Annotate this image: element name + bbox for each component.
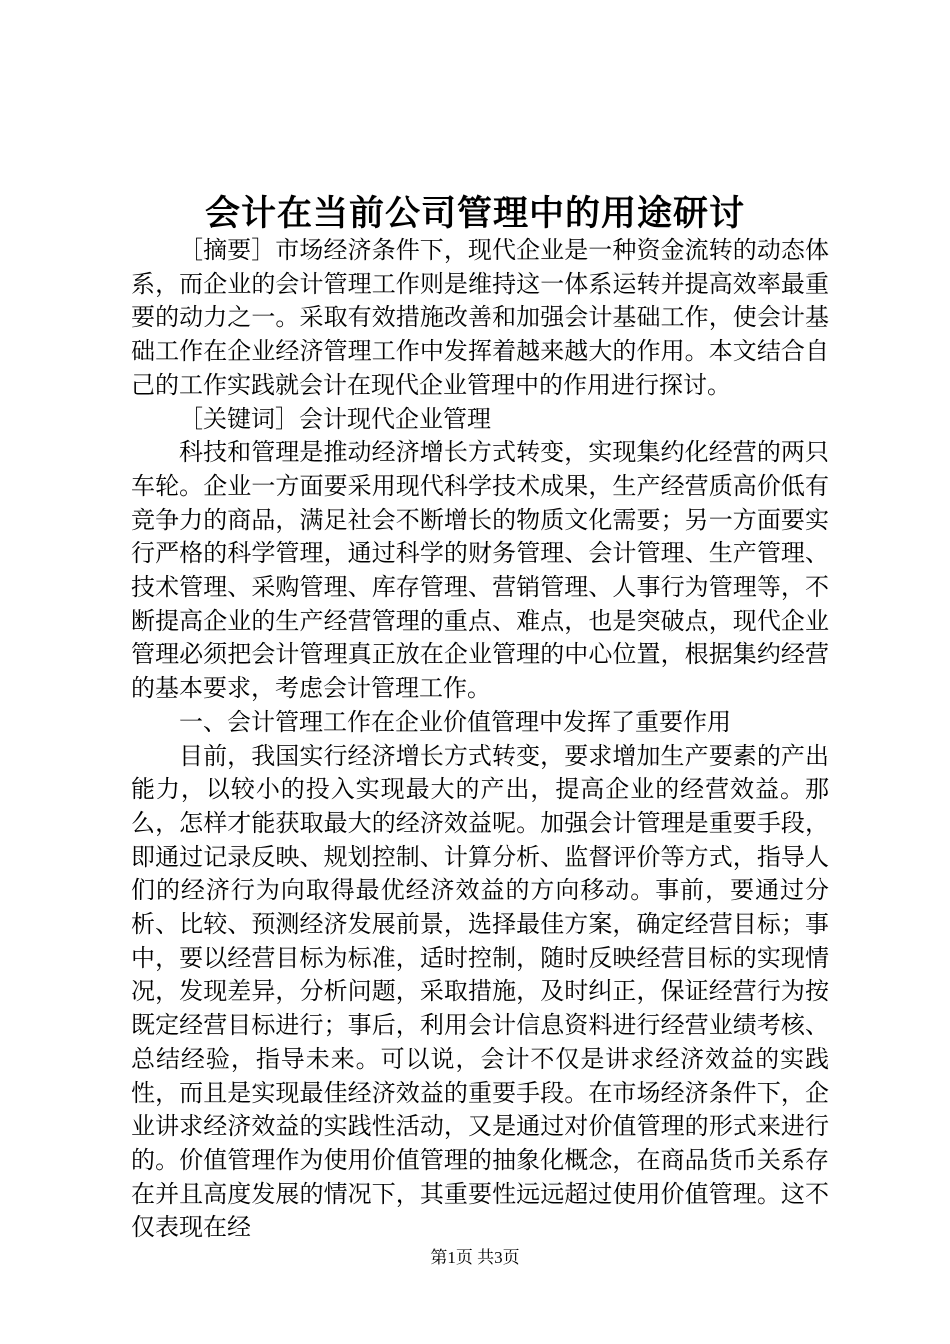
document-body [131, 234, 829, 1245]
document-title: 会计在当前公司管理中的用途研讨 [204, 194, 745, 234]
section-heading-1: 一、会计管理工作在企业价值管理中发挥了重要作用 [179, 707, 731, 736]
keywords-paragraph: ［关键词］会计现代企业管理 [179, 404, 491, 433]
section-1-paragraph: 目前，我国实行经济增长方式转变，要求增加生产要素的产出能力，以较小的投入实现最大的产出，提高企业的经营效益。那么，怎样才能获取最大的经济效益呢。加强会计管理是重要手段，即通过记录反映、规划控制、计算分析、监督评价等方式，指导人们的经济行为向取得最优经济效益的方向移动。事前，要通过分析、比较、预测经济发展前景，选择最佳方案，确定经营目标；事中，要以经营目标为标准，适时控制，随时反映经营目标的实现情况，发现差异，分析问题，采取措施，及时纠正，保证经营行为按既定经营目标进行；事后，利用会计信息资料进行经营业绩考核、总结经验，指导未来。可以说，会计不仅是讲求经济效益的实践性，而且是实现最佳经济效益的重要手段。在市场经济条件下，企业讲求经济效益的实践性活动，又是通过对价值管理的形式来进行的。价值管理作为使用价值管理的抽象化概念，在商品货币关系存在并且高度发展的情况下，其重要性远远超过使用价值管理。这不仅表现在经 [131, 741, 829, 1242]
abstract-paragraph: ［摘要］市场经济条件下，现代企业是一种资金流转的动态体系，而企业的会计管理工作则是维持这一体系运转并提高效率最重要的动力之一。采取有效措施改善和加强会计基础工作，使会计基础工作在企业经济管理工作中发挥着越来越大的作用。本文结合自己的工作实践就会计在现代企业管理中的作用进行探讨。 [131, 236, 829, 399]
intro-paragraph: 科技和管理是推动经济增长方式转变，实现集约化经营的两只车轮。企业一方面要采用现代科学技术成果，生产经营质高价低有竞争力的商品，满足社会不断增长的物质文化需要；另一方面要实行严格的科学管理，通过科学的财务管理、会计管理、生产管理、技术管理、采购管理、库存管理、营销管理、人事行为管理等，不断提高企业的生产经营管理的重点、难点，也是突破点，现代企业管理必须把会计管理真正放在企业管理的中心位置，根据集约经营的基本要求，考虑会计管理工作。 [131, 438, 829, 703]
page-footer: 第1页 共3页 [430, 1248, 520, 1267]
